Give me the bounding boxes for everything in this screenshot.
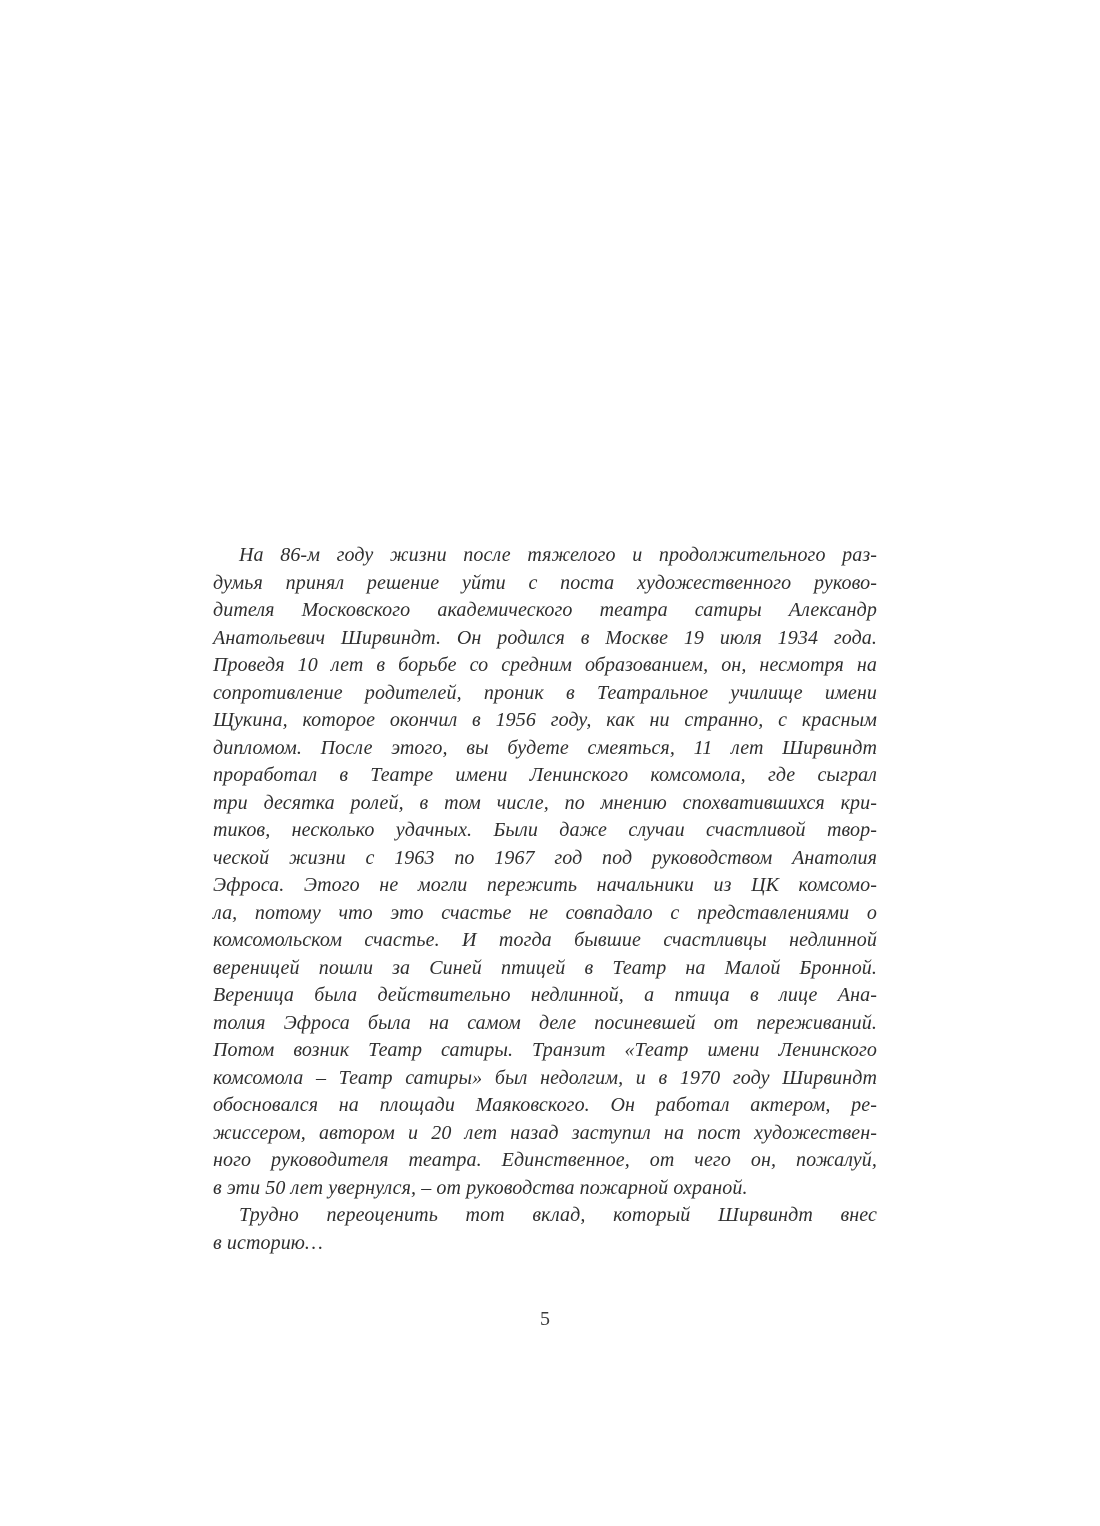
text-line: На 86-м году жизни после тяжелого и продолжительного раз- — [239, 544, 877, 566]
paragraph — [213, 542, 877, 1202]
text-line: Вереница была действительно недлинной, а птица в лице Ана- — [213, 984, 877, 1006]
body-text-block — [213, 542, 877, 1257]
text-line: ческой жизни с 1963 по 1967 год под руководством Анатолия — [213, 846, 877, 869]
text-line: Проведя 10 лет в борьбе со средним образованием, он, несмотря на — [213, 654, 877, 676]
text-line: Потом возник Театр сатиры. Транзит «Театр имени Ленинского — [213, 1039, 877, 1061]
text-line: в историю… — [213, 1231, 323, 1254]
text-line: тиков, несколько удачных. Были даже случаи счастливой твор- — [213, 819, 877, 841]
text-line: ла, потому что это счастье не совпадало с представлениями о — [213, 901, 877, 924]
text-line: сопротивление родителей, проник в Театральное училище имени — [213, 681, 877, 704]
text-line: проработал в Театре имени Ленинского комсомола, где сыграл — [213, 764, 877, 786]
text-line: думья принял решение уйти с поста художественного руково- — [213, 571, 877, 594]
text-line: ного руководителя театра. Единственное, от чего он, пожалуй, — [213, 1149, 877, 1171]
text-line: вереницей пошли за Синей птицей в Театр на Малой Бронной. — [213, 956, 877, 979]
text-line: Анатольевич Ширвиндт. Он родился в Москве 19 июля 1934 года. — [213, 626, 877, 649]
text-line: Трудно переоценить тот вклад, который Ширвиндт внес — [239, 1204, 877, 1226]
text-line: Эфроса. Этого не могли пережить начальники из ЦК комсомо- — [213, 874, 877, 896]
text-line: Щукина, которое окончил в 1956 году, как ни странно, с красным — [213, 709, 877, 731]
text-line: обосновался на площади Маяковского. Он работал актером, ре- — [213, 1094, 877, 1116]
text-line: в эти 50 лет увернулся, – от руководства пожарной охраной. — [213, 1176, 748, 1199]
text-line: три десятка ролей, в том числе, по мнению спохватившихся кри- — [213, 791, 877, 814]
text-line: толия Эфроса была на самом деле посиневшей от переживаний. — [213, 1011, 877, 1034]
text-line: комсомольском счастье. И тогда бывшие счастливцы недлинной — [213, 929, 877, 951]
text-line: жиссером, автором и 20 лет назад заступил на пост художествен- — [213, 1121, 877, 1144]
text-line: комсомола – Театр сатиры» был недолгим, и в 1970 году Ширвиндт — [213, 1066, 877, 1089]
paragraph — [213, 1202, 877, 1257]
page-number: 5 — [540, 1308, 550, 1330]
text-line: дипломом. После этого, вы будете смеяться, 11 лет Ширвиндт — [213, 736, 877, 759]
text-line: дителя Московского академического театра сатиры Александр — [213, 599, 877, 621]
